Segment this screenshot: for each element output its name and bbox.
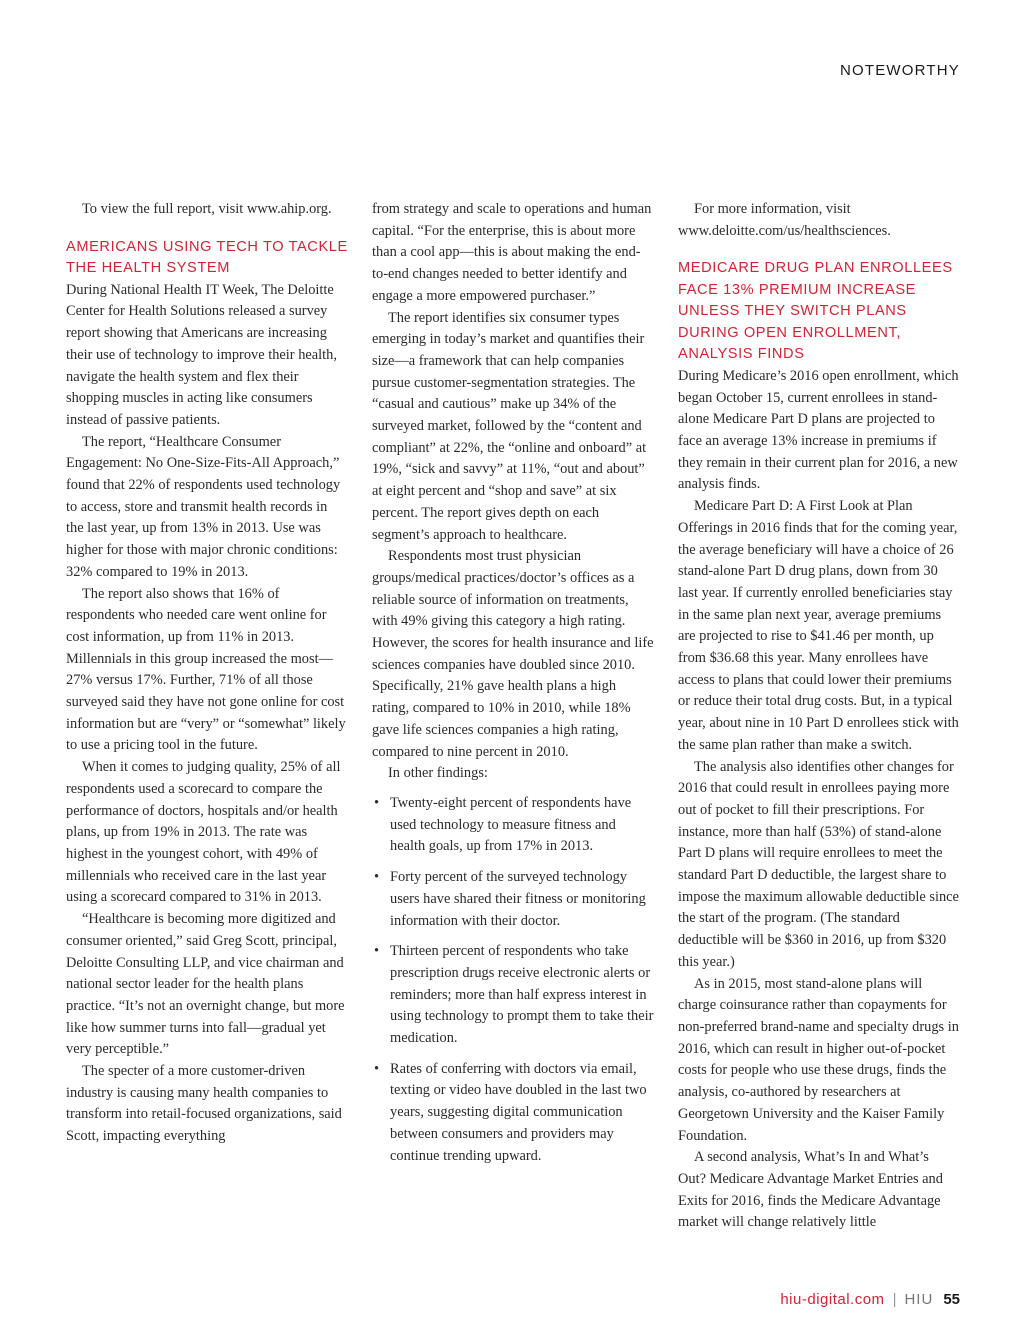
section-label: NOTEWORTHY bbox=[839, 62, 960, 79]
footer-publication: HIU bbox=[904, 1291, 934, 1308]
article-heading-tech: AMERICANS USING TECH TO TACKLE THE HEALTH SYSTEM bbox=[66, 238, 348, 277]
article-paragraph: The analysis also identifies other changes for 2016 that could result in enrollees paying more out of pocket to fill their prescriptions. For instance, more than half (53%) of stand-alone Part D plans will require enrollees to meet the standard Part D deductible, the largest share to impose the maximum allowable deductible since the start of the program. (The standard deductible will be $360 in 2016, up from $320 this year.) bbox=[678, 758, 959, 970]
list-item: • Forty percent of the surveyed technology users have shared their fitness or monitoring information with their doctor. bbox=[372, 867, 654, 932]
article-paragraph: The specter of a more customer-driven industry is causing many health companies to transform into retail-focused organizations, said Scott, impacting everything bbox=[66, 1063, 342, 1145]
report-link-text: To view the full report, visit www.ahip.org. bbox=[82, 201, 332, 217]
list-item: • Twenty-eight percent of respondents have used technology to measure fitness and health goals, up from 17% in 2013. bbox=[372, 793, 654, 858]
article-paragraph: As in 2015, most stand-alone plans will charge coinsurance rather than copayments for non-preferred brand-name and specialty drugs in 2016, which can result in higher out-of-pocket costs for people who use these drugs, finds the analysis, co-authored by researchers at Georgetown University and the Kaiser Family Foundation. bbox=[678, 975, 959, 1144]
article-paragraph: “Healthcare is becoming more digitized and consumer oriented,” said Greg Scott, principal, Deloitte Consulting LLP, and vice chairman and national sector leader for the health plans practice. “It’s not an overnight change, but more like how summer turns into fall—gradual yet very perceptible.” bbox=[66, 911, 345, 1058]
article-paragraph: The report, “Healthcare Consumer Engagement: No One-Size-Fits-All Approach,” found that 22% of respondents used technology to access, store and transmit health records in the last year, up from 13% in 2013. Use was higher for those with major chronic conditions: 32% compared to 19% in 2013. bbox=[66, 433, 341, 580]
page-footer bbox=[780, 1291, 960, 1308]
article-paragraph: Respondents most trust physician groups/medical practices/doctor’s offices as a reliable source of information on treatments, with 49% giving this category a high rating. However, the scores for health insurance and life sciences companies have doubled since 2010. Specifically, 21% gave health plans a high rating, compared to 10% in 2010, while 18% gave life sciences companies a high rating, compared to nine percent in 2010. bbox=[372, 548, 654, 760]
article-paragraph: A second analysis, What’s In and What’s Out? Medicare Advantage Market Entries and Exits for 2016, finds the Medicare Advantage market will change relatively little bbox=[678, 1149, 943, 1231]
article-paragraph: During National Health IT Week, The Deloitte Center for Health Solutions released a survey report showing that Americans are increasing their use of technology to improve their health, navigate the health system and flex their shopping muscles in acting like consumers instead of passive patients. bbox=[66, 281, 337, 428]
report-link-text: For more information, visit www.deloitte.com/us/healthsciences. bbox=[678, 201, 891, 239]
column-1 bbox=[66, 199, 348, 1148]
article-paragraph: Medicare Part D: A First Look at Plan Offerings in 2016 finds that for the coming year, the average beneficiary will have a choice of 26 stand-alone Part D drug plans, down from 30 last year. If currently enrolled beneficiaries stay in the same plan next year, average premiums are projected to rise to $41.46 per month, up from $36.68 this year. Many enrollees have access to plans that could lower their premiums or reduce their total drug costs. But, in a typical year, about nine in 10 Part D enrollees stick with the same plan rather than make a switch. bbox=[678, 498, 959, 753]
page-number: 55 bbox=[943, 1291, 960, 1308]
article-paragraph: from strategy and scale to operations and human capital. “For the enterprise, this is about more than a cool app—this is about making the end-to-end changes needed to better identify and engage a more empowered purchaser.” bbox=[372, 201, 652, 304]
article-paragraph: The report also shows that 16% of respondents who needed care went online for cost information, up from 11% in 2013. Millennials in this group increased the most—27% versus 17%. Further, 71% of all those surveyed said they have not gone online for cost information but are “very” or “somewhat” likely to use a pricing tool in the future. bbox=[66, 585, 346, 754]
article-paragraph: In other findings: bbox=[388, 765, 488, 782]
list-item: • Thirteen percent of respondents who take prescription drugs receive electronic alerts or reminders; more than half express interest in using technology to prompt them to take their medication. bbox=[372, 941, 654, 1050]
article-paragraph: When it comes to judging quality, 25% of all respondents used a scorecard to compare the performance of doctors, hospitals and/or health plans, up from 19% in 2013. The rate was highest in the youngest cohort, with 49% of millennials who received care in the last year using a scorecard compared to 31% in 2013. bbox=[66, 759, 341, 906]
list-item: • Rates of conferring with doctors via email, texting or video have doubled in the last two years, suggesting digital communication between consumers and providers may continue trending upward. bbox=[372, 1059, 654, 1168]
footer-separator: | bbox=[892, 1291, 897, 1308]
column-3 bbox=[678, 199, 960, 1234]
footer-site: hiu-digital.com bbox=[780, 1291, 885, 1308]
article-heading-medicare: MEDICARE DRUG PLAN ENROLLEES FACE 13% PREMIUM INCREASE UNLESS THEY SWITCH PLANS DURING OPEN ENROLLMENT, ANALYSIS FINDS bbox=[678, 260, 953, 363]
findings-list bbox=[372, 793, 654, 1167]
column-2 bbox=[372, 199, 654, 1176]
article-paragraph: The report identifies six consumer types emerging in today’s market and quantifies their size—a framework that can help companies pursue customer-segmentation strategies. The “casual and cautious” make up 34% of the surveyed market, followed by the “content and compliant” at 22%, the “online and onboard” at 19%, “sick and savvy” at 11%, “out and about” at eight percent and “shop and save” at six percent. The report gives depth on each segment’s approach to healthcare. bbox=[372, 309, 647, 543]
article-paragraph: During Medicare’s 2016 open enrollment, which began October 15, current enrollees in stand-alone Medicare Part D plans are projected to face an average 13% increase in premiums if they remain in their current plan for 2016, a new analysis finds. bbox=[678, 367, 959, 493]
